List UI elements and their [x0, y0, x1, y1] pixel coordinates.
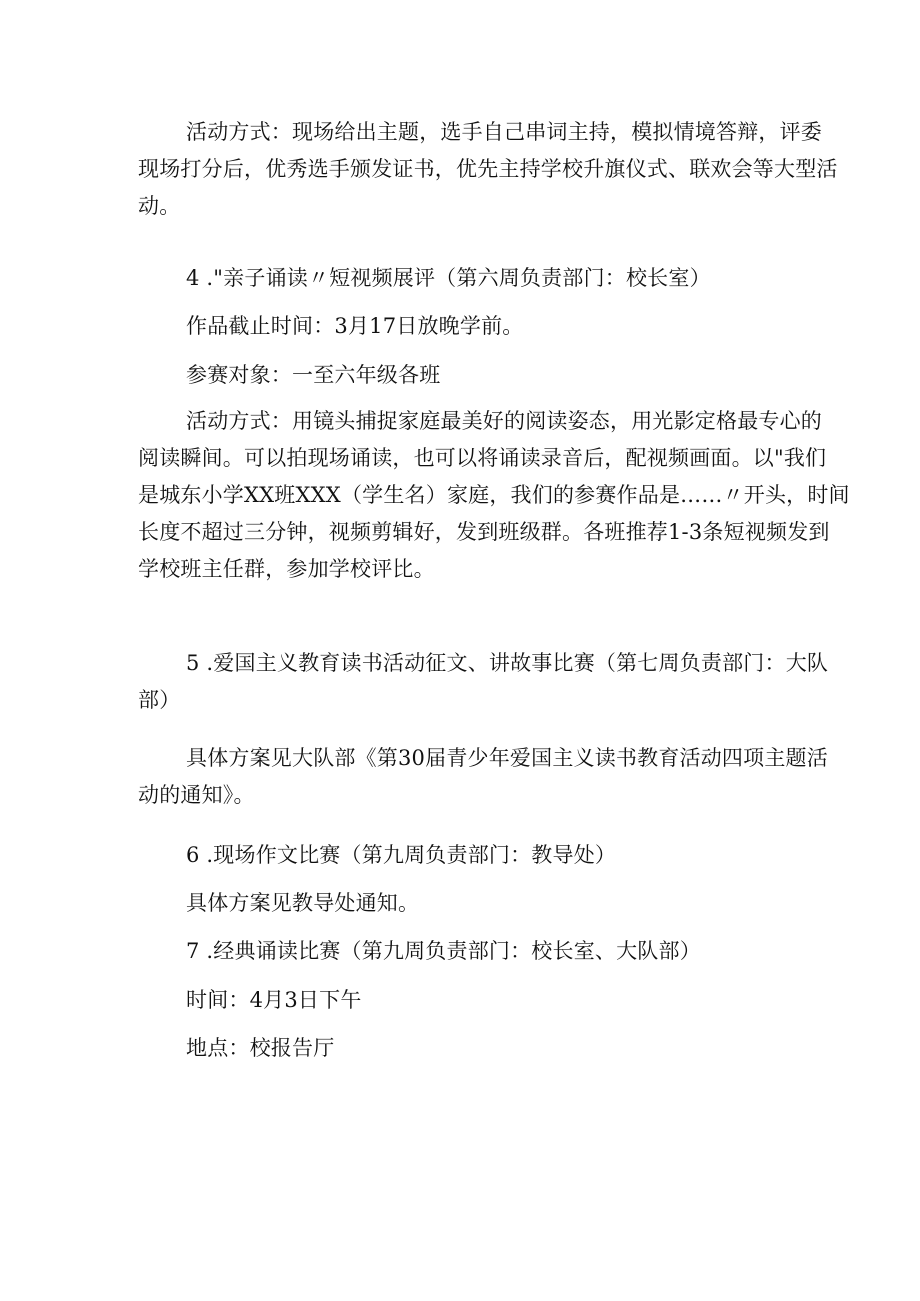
paragraph-participants: [138, 357, 778, 394]
text-line: 地点：校报告厅: [186, 1036, 335, 1060]
paragraph-time: [138, 982, 778, 1019]
text-line: 5 .爱国主义教育读书活动征文、讲故事比赛（第七周负责部门：大队: [186, 651, 829, 675]
text-line: 动。: [138, 194, 181, 218]
text-line: 是城东小学XX班XXX（学生名）家庭，我们的参赛作品是……〃开头，时间: [138, 483, 850, 507]
paragraph-deadline: [138, 308, 778, 345]
section-heading-item-7: [138, 933, 778, 970]
text-line: 活动方式：用镜头捕捉家庭最美好的阅读姿态，用光影定格最专心的: [186, 409, 822, 433]
text-line: 现场打分后，优秀选手颁发证书，优先主持学校升旗仪式、联欢会等大型活: [138, 157, 838, 181]
text-line: 长度不超过三分钟，视频剪辑好，发到班级群。各班推荐1-3条短视频发到: [138, 520, 830, 544]
section-heading-item-6: [138, 837, 778, 874]
section-heading-item-5: [138, 645, 829, 719]
text-line: 作品截止时间：3月17日放晚学前。: [186, 314, 524, 338]
text-line: 时间：4月3日下午: [186, 988, 362, 1012]
section-heading-item-4: [138, 260, 778, 297]
paragraph-activity-method-2: [138, 403, 850, 588]
paragraph-plan-reference: [138, 740, 828, 814]
text-line: 具体方案见大队部《第30届青少年爱国主义读书教育活动四项主题活: [186, 746, 828, 770]
text-line: 学校班主任群，参加学校评比。: [138, 557, 435, 581]
paragraph-location: [138, 1030, 778, 1067]
text-line: 活动方式：现场给出主题，选手自己串词主持，模拟情境答辩，评委: [186, 120, 822, 144]
text-line: 6 .现场作文比赛（第九周负责部门：教导处）: [186, 843, 617, 867]
text-line: 具体方案见教导处通知。: [186, 891, 420, 915]
text-line: 部）: [138, 688, 181, 712]
text-line: 阅读瞬间。可以拍现场诵读，也可以将诵读录音后，配视频画面。以"我们: [138, 446, 827, 470]
paragraph-teaching-office-notice: [138, 885, 778, 922]
text-line: 4 ."亲子诵读〃短视频展评（第六周负责部门：校长室）: [186, 266, 711, 290]
text-line: 参赛对象：一至六年级各班: [186, 363, 441, 387]
text-line: 7 .经典诵读比赛（第九周负责部门：校长室、大队部）: [186, 939, 701, 963]
paragraph-activity-method-1: [138, 114, 838, 225]
text-line: 动的通知》。: [138, 783, 255, 807]
